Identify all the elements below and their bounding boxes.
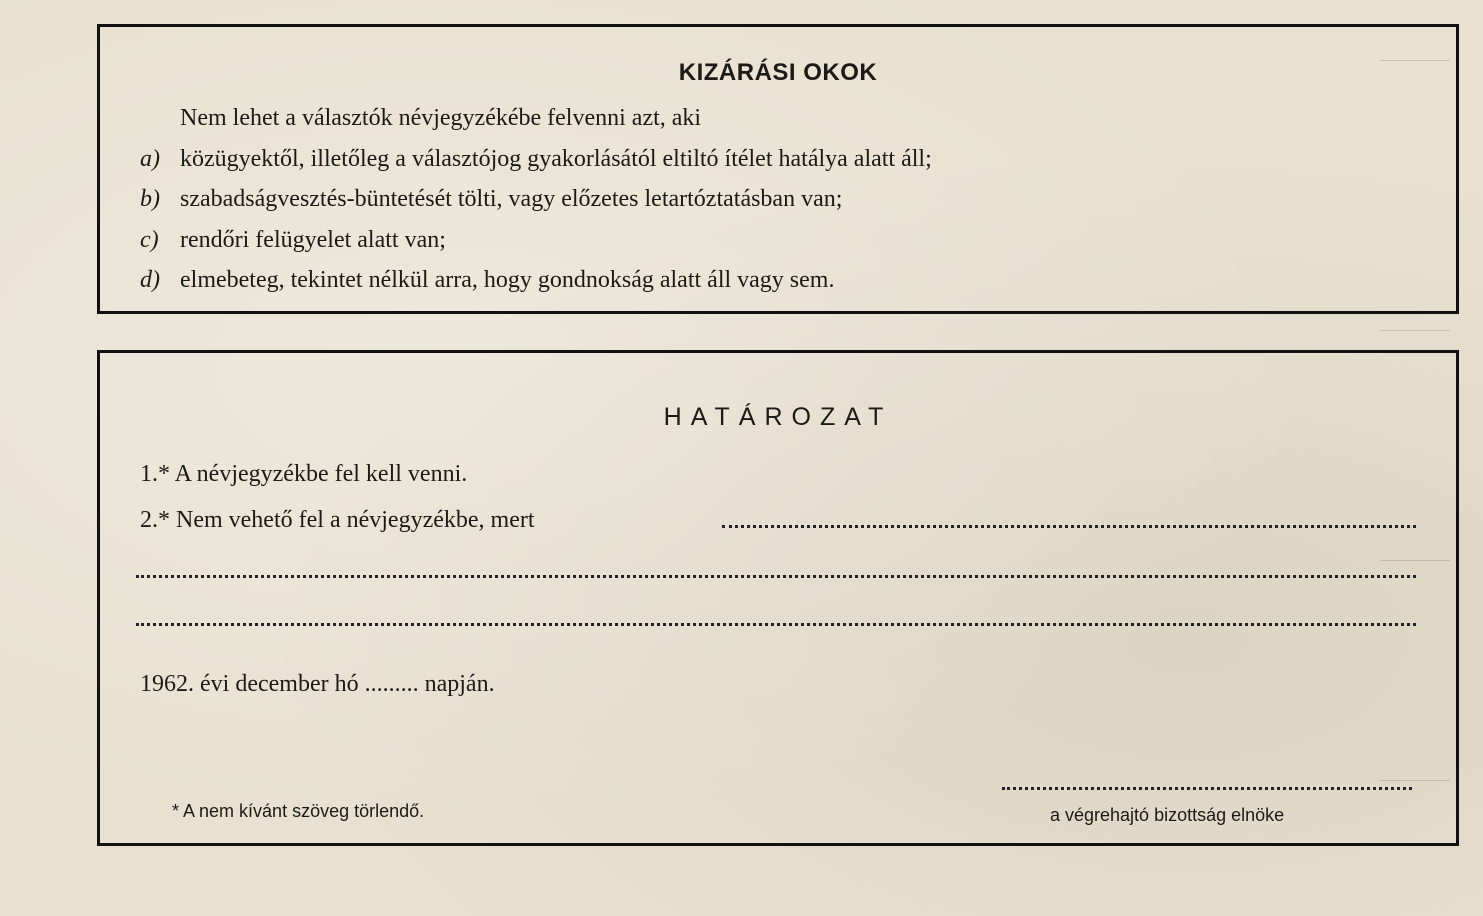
signature-label: a végrehajtó bizottság elnöke [1050,805,1285,825]
reason-fill-line-3[interactable] [136,623,1416,626]
item-letter: b) [140,186,160,212]
exclusion-item-d [140,267,834,294]
item-letter: a) [140,146,160,172]
item-letter: d) [140,267,160,293]
decision-box [97,350,1459,846]
item-text: szabadságvesztés-büntetését tölti, vagy előzetes letartóztatásban van; [180,186,843,212]
reason-fill-line-2[interactable] [136,575,1416,578]
item-letter: c) [140,227,159,253]
exclusion-item-a [140,146,932,173]
item-text: elmebeteg, tekintet nélkül arra, hogy gondnokság alatt áll vagy sem. [180,267,835,293]
item-text: közügyektől, illetőleg a választójog gyakorlásától eltiltó ítélet hatálya alatt áll; [180,146,932,172]
reason-fill-line-1[interactable] [722,525,1416,528]
exclusion-item-c [140,227,446,254]
signature-line[interactable] [1002,787,1412,790]
decision-date-line: 1962. évi december hó ......... napján. [140,671,495,697]
exclusion-title: KIZÁRÁSI OKOK [678,59,878,86]
decision-option-1: 1.* A névjegyzékbe fel kell venni. [140,461,468,487]
bleed-line [1380,330,1450,331]
decision-title: HATÁROZAT [663,403,893,431]
decision-option-2: 2.* Nem vehető fel a névjegyzékbe, mert [140,507,535,533]
item-text: rendőri felügyelet alatt van; [180,227,446,253]
exclusion-item-b [140,186,842,213]
exclusion-reasons-box [97,24,1459,314]
footnote: * A nem kívánt szöveg törlendő. [172,801,425,821]
exclusion-intro: Nem lehet a választók névjegyzékébe felvenni azt, aki [180,105,702,131]
